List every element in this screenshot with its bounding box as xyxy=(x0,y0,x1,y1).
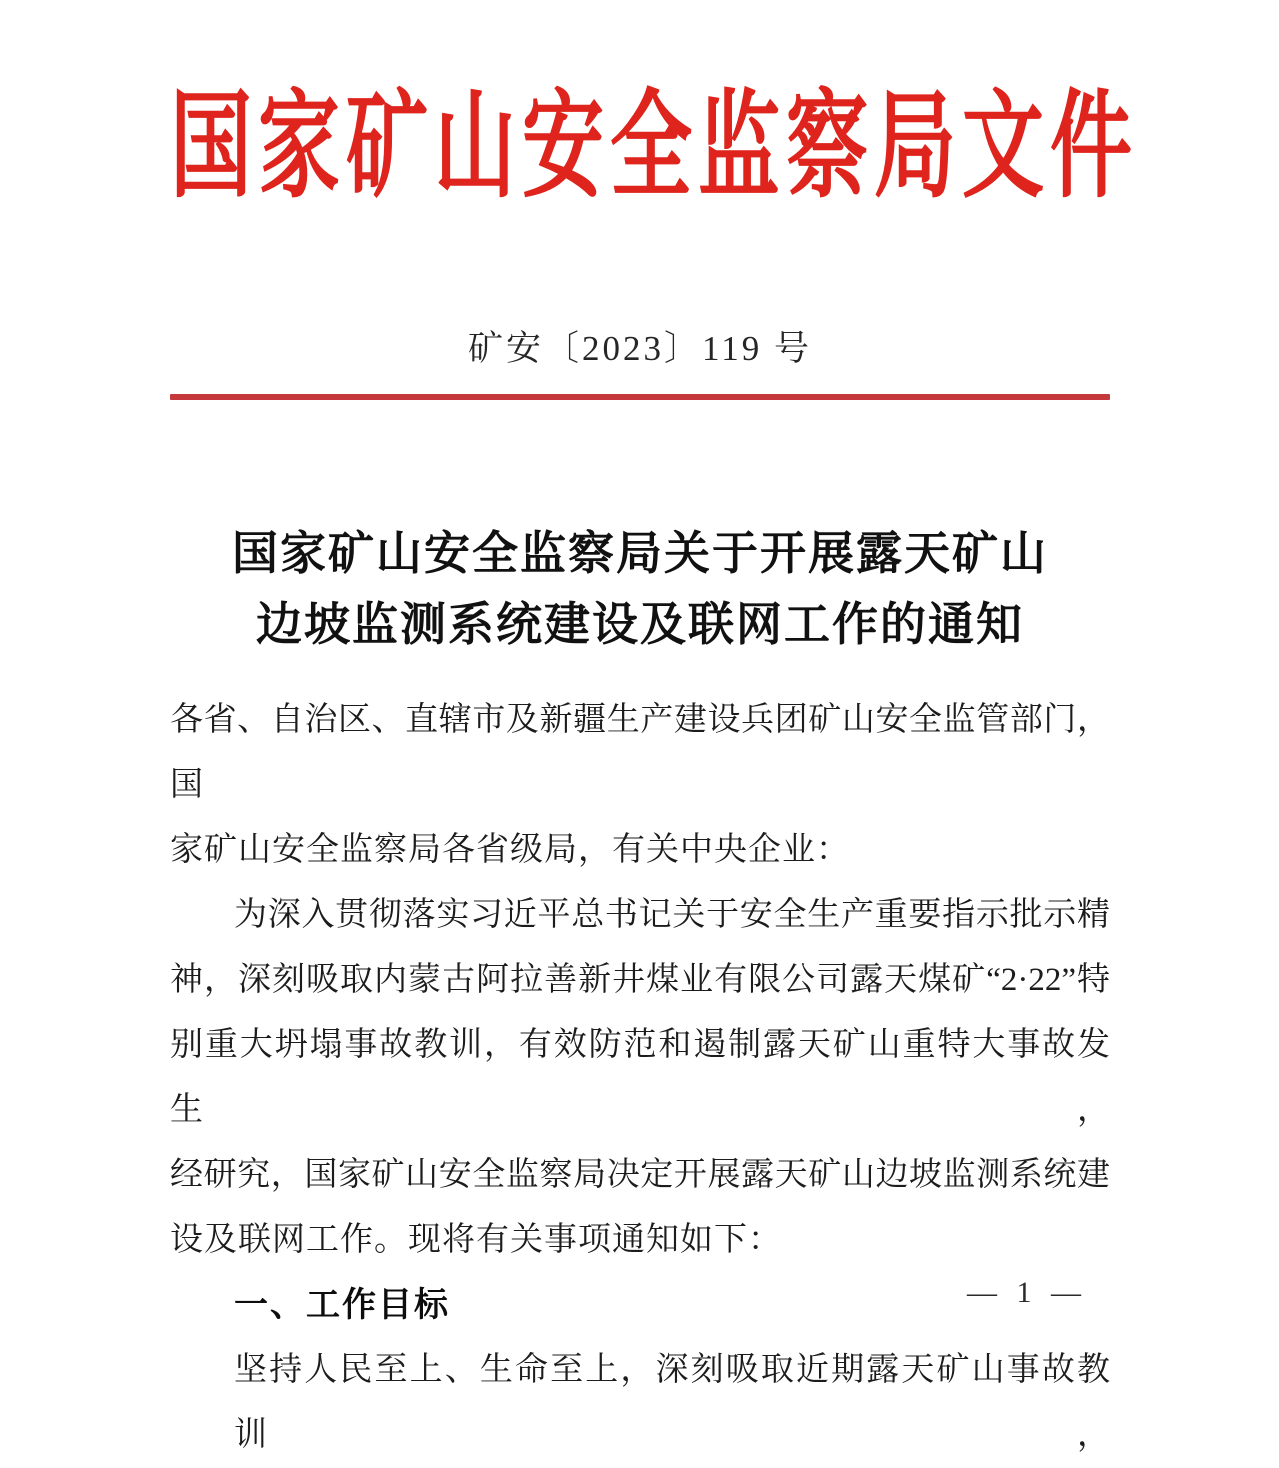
document-number: 矿安〔2023〕119 号 xyxy=(468,329,812,368)
closing-line: 坚持人民至上、生命至上，深刻吸取近期露天矿山事故教训， xyxy=(234,1352,1110,1453)
document-body xyxy=(170,688,1110,1468)
paragraph-line: 设及联网工作。现将有关事项通知如下： xyxy=(170,1222,782,1258)
paragraph-line: 为深入贯彻落实习近平总书记关于安全生产重要指示批示精 xyxy=(234,897,1110,933)
paragraph-line: 别重大坍塌事故教训，有效防范和遏制露天矿山重特大事故发生， xyxy=(170,1027,1110,1128)
document-title-line-2: 边坡监测系统建设及联网工作的通知 xyxy=(256,599,1024,650)
letterhead-title: 国家矿山安全监察局文件 xyxy=(170,82,1139,212)
recipients-line: 家矿山安全监察局各省级局，有关中央企业： xyxy=(170,832,850,868)
document-title xyxy=(170,518,1110,660)
recipients-line: 各省、自治区、直辖市及新疆生产建设兵团矿山安全监管部门，国 xyxy=(170,702,1110,803)
red-divider-line xyxy=(170,394,1110,400)
section-heading: 一、工作目标 xyxy=(234,1286,450,1324)
paragraph-line: 神，深刻吸取内蒙古阿拉善新井煤业有限公司露天煤矿“2·22”特 xyxy=(170,962,1110,998)
letterhead xyxy=(170,78,1139,220)
page-number: — 1 — xyxy=(967,1276,1087,1309)
paragraph-line: 经研究，国家矿山安全监察局决定开展露天矿山边坡监测系统建 xyxy=(170,1157,1110,1193)
document-title-line-1: 国家矿山安全监察局关于开展露天矿山 xyxy=(232,528,1048,579)
